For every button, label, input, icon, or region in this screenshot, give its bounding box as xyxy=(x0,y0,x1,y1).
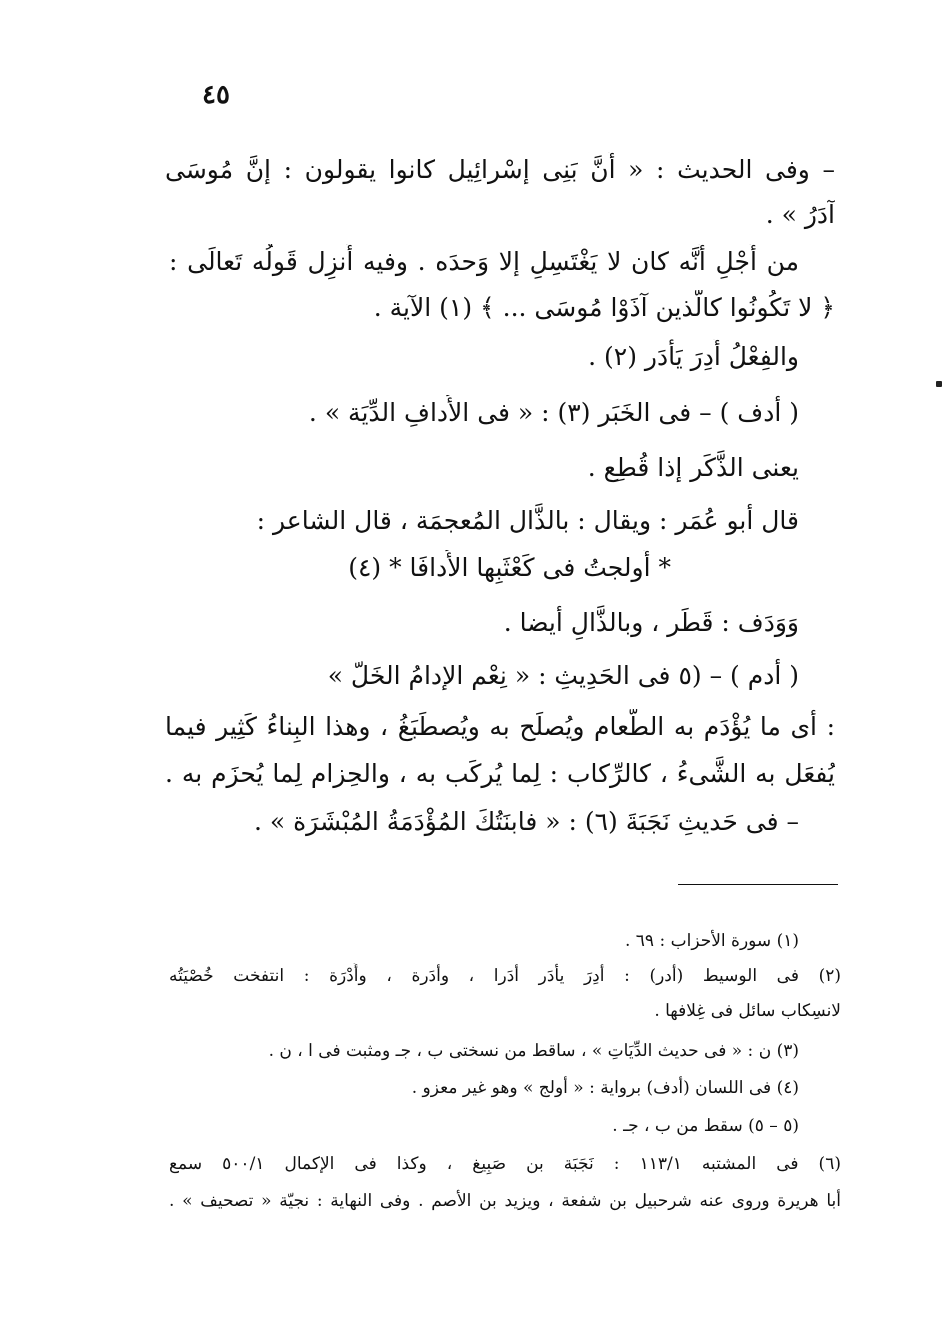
text-line-5: والفِعْلُ أَدِرَ يَأْدَر (٢) . xyxy=(588,342,799,371)
footnote-6: (٦) فى المشتبه ١١٣/١ : نَجَبَة بن صَبِيغ ، وكذا فى الإكمال ٥٠٠/١ سمع xyxy=(169,1154,841,1174)
page-number: ٤٥ xyxy=(202,80,230,110)
text-line-14: – فى حَديثِ نَجَبَةَ (٦) : « فابنَتُكَ المُؤْدَمَةُ المُبْشَرَة » . xyxy=(253,807,799,836)
footnote-6-continued: أبا هريرة وروى عنه شرحبيل بن شفعة ، ويزيد بن الأصم . وفى النهاية : نجيّة « تصحيف » . xyxy=(169,1191,841,1211)
footnote-separator xyxy=(678,884,838,885)
footnote-5: (٥ – ٥) سقط من ب ، جـ . xyxy=(612,1116,799,1136)
footnote-2-continued: لانسِكاب سائل فى غِلافها . xyxy=(654,1001,841,1021)
text-line-3: من أَجْلِ أَنَّه كان لا يَغْتَسِلِ إلا وَحدَه . وفيه أُنزِل قَولُه تَعالَى : xyxy=(169,247,799,276)
verse-line: * أُولجتُ فى كَعْثَبِها الأُدافَا * (٤) xyxy=(348,553,671,582)
footnote-3: (٣) ن : « فى حديث الدِّيَاتِ » ، ساقط من نسختى ب ، جـ ومثبت فى ا ، ن . xyxy=(268,1041,799,1061)
footnote-4: (٤) فى اللسان (أدف) برواية : « أولج » وهو غير معزو . xyxy=(411,1078,799,1098)
text-line-7: يعنى الذَّكَر إذا قُطِع . xyxy=(587,453,799,482)
text-line-2: آدَرُ » . xyxy=(765,200,835,229)
text-line-11-adam: ( أدم ) – (٥ فى الحَدِيثِ : « نِعْم الإدامُ الخَلّ » xyxy=(327,661,799,690)
print-speck xyxy=(936,381,942,387)
text-line-12: : أى ما يُؤْدَم به الطَّعام ويُصلَح به ويُصطَبَغُ ، وهذا البِناءُ كَثِير فيما xyxy=(165,712,835,741)
text-line-6-adaf: ( أدف ) – فى الخَبَر (٣) : « فى الأُدافِ الدِّيَة » . xyxy=(308,398,799,427)
text-line-10: وَوَدَف : قَطَر ، وبالذَّالِ أيضا . xyxy=(503,608,799,637)
text-line-13: يُفعَل به الشَّىءُ ، كالرِّكاب : لِما يُركَب به ، والحِزام لِما يُحزَم به . xyxy=(165,759,835,788)
text-line-8: قال أبو عُمَر : ويقال : بالذَّال المُعجمَة ، قال الشاعر : xyxy=(256,506,799,535)
text-line-4: ﴿ لا تَكُونُوا كالَّذين آذَوْا مُوسَى ... ﴾ (١) الآية . xyxy=(373,293,835,322)
footnote-1: (١) سورة الأحزاب : ٦٩ . xyxy=(624,931,799,951)
text-line-1: – وفى الحديث : « أَنَّ بَنِى إسْرائِيل كانوا يقولون : إنَّ مُوسَى xyxy=(165,155,835,184)
footnote-2: (٢) فى الوسيط (أدر) : أدِرَ يأدَر أدَرا ، وأدَرة ، وأُدْرَة : انتفخت خُصْيَتُه xyxy=(169,966,841,986)
